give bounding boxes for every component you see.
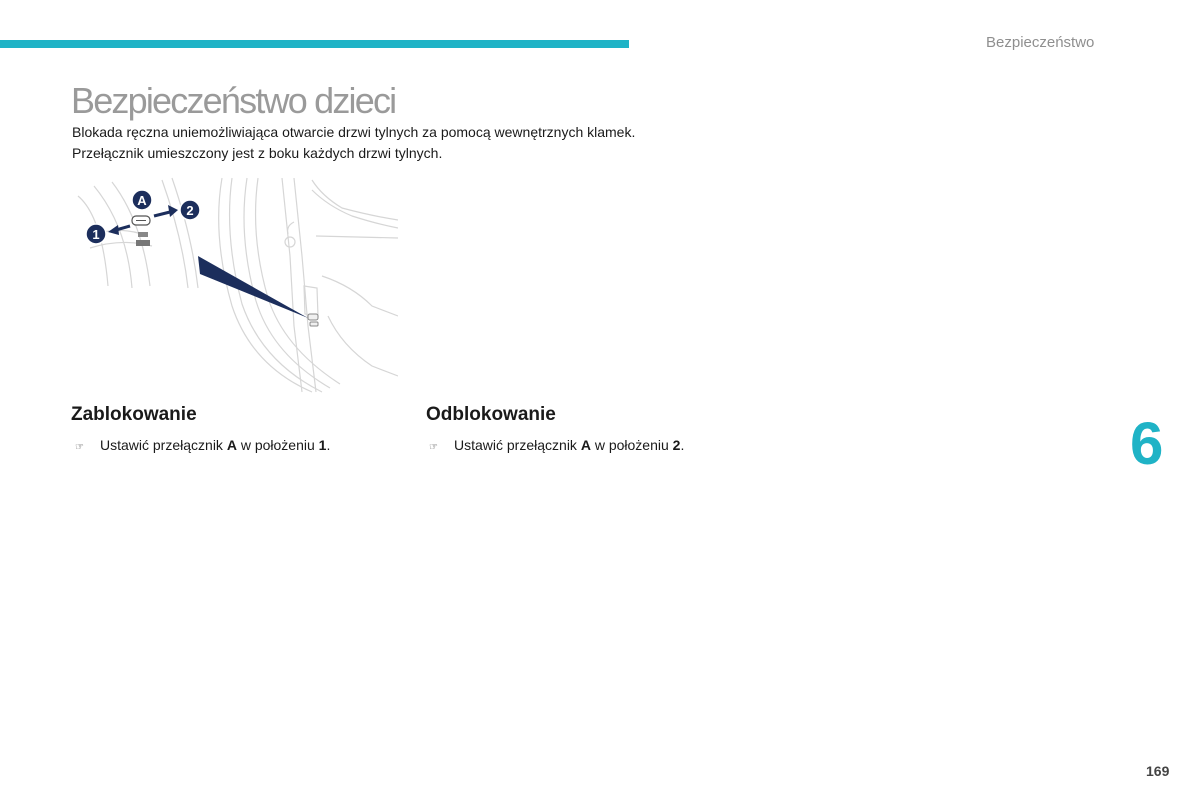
badge-2-label: 2	[186, 203, 194, 218]
child-lock-switch-icon	[132, 216, 150, 246]
badge-a-label: A	[137, 193, 147, 208]
unlocking-text-middle: w położeniu	[590, 437, 673, 453]
badge-1	[86, 224, 106, 244]
unlocking-instruction	[429, 437, 684, 453]
locking-position-label: 1	[318, 437, 327, 453]
door-drawing	[72, 176, 398, 394]
locking-instruction	[75, 437, 330, 453]
intro-line-2: Przełącznik umieszczony jest z boku każdych drzwi tylnych.	[72, 145, 443, 161]
badge-2	[180, 200, 200, 220]
unlocking-text-after: .	[680, 437, 685, 453]
locking-heading: Zablokowanie	[71, 404, 197, 425]
unlocking-position-label: 2	[672, 437, 681, 453]
badge-1-label: 1	[92, 227, 100, 242]
pointing-hand-icon: ☞	[429, 442, 438, 453]
locking-text-after: .	[326, 437, 331, 453]
unlocking-switch-label: A	[580, 437, 591, 453]
intro-text	[72, 122, 635, 164]
locking-text-middle: w położeniu	[236, 437, 319, 453]
intro-line-1: Blokada ręczna uniemożliwiająca otwarcie drzwi tylnych za pomocą wewnętrznych klamek.	[72, 124, 636, 140]
pointing-hand-icon: ☞	[75, 442, 84, 453]
door-illustration	[72, 176, 398, 394]
arrow-right-icon	[154, 212, 170, 216]
chapter-number: 6	[1130, 410, 1164, 477]
badge-a	[132, 190, 152, 210]
unlocking-text-before: Ustawić przełącznik	[454, 437, 581, 453]
locking-text-before: Ustawić przełącznik	[100, 437, 227, 453]
top-accent-bar	[0, 40, 629, 48]
locking-switch-label: A	[226, 437, 237, 453]
section-header: Bezpieczeństwo	[986, 34, 1095, 51]
unlocking-heading: Odblokowanie	[426, 404, 556, 425]
page-number: 169	[1146, 763, 1170, 779]
page-title: Bezpieczeństwo dzieci	[71, 80, 396, 121]
